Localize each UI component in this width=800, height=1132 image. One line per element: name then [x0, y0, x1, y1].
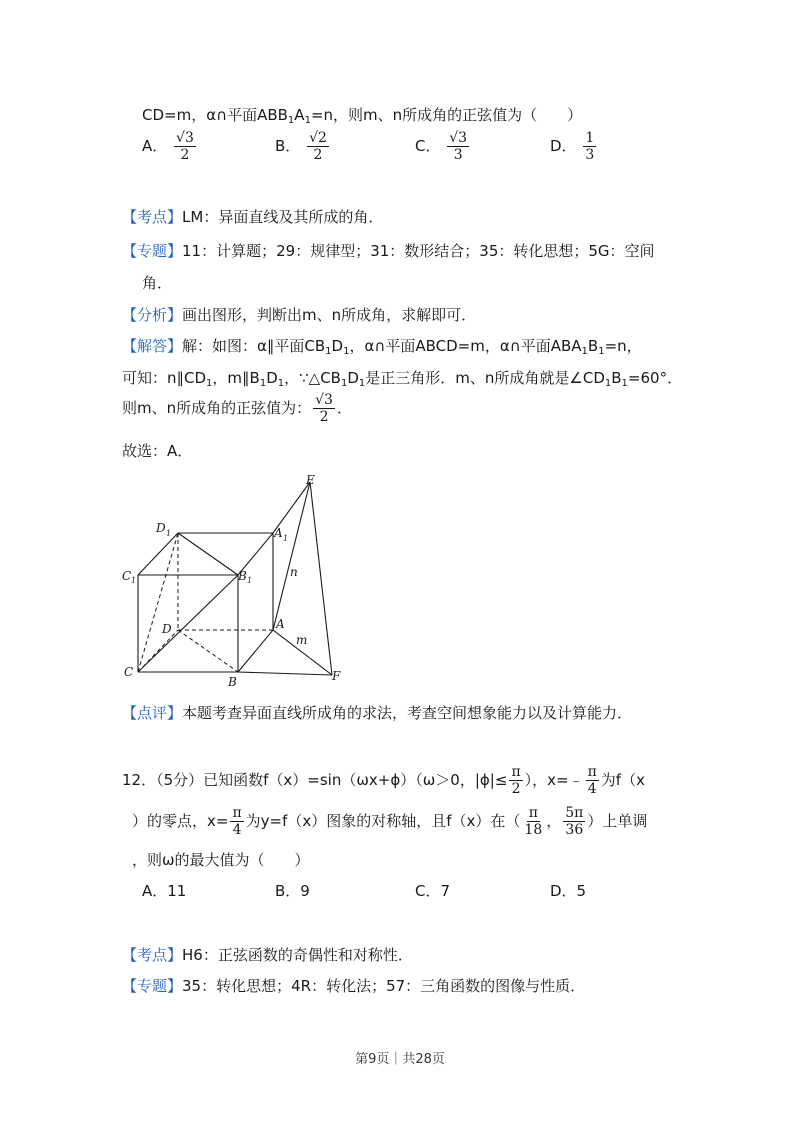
svg-text:1: 1: [247, 576, 253, 585]
fraction: $\frac{\pi}{18}$: [524, 805, 543, 838]
zhuanti-tag: 【专题】: [122, 242, 183, 260]
option-fraction: $\frac{√2}{2}$: [309, 130, 327, 163]
q12-stem-line-3: ，则ω的最大值为（ ）: [132, 851, 310, 869]
label-a1: A: [274, 526, 283, 540]
label-e: E: [306, 473, 315, 487]
option-fraction: $\frac{√3}{3}$: [449, 130, 468, 163]
guxuan-line: 故选：A．: [122, 442, 193, 460]
label-d: D: [162, 622, 172, 636]
svg-text:1: 1: [131, 576, 137, 585]
q12-option-b[interactable]: B．9: [275, 882, 310, 900]
q12-option-d[interactable]: D．5: [550, 882, 587, 900]
kaodian-tag: 【考点】: [122, 946, 183, 964]
q11-option-c[interactable]: C． $\frac{√3}{3}$: [415, 130, 468, 163]
kaodian-tag: 【考点】: [122, 208, 183, 226]
label-b: B: [228, 675, 237, 689]
jieda-line-1: 【解答】解：如图：α∥平面$CB_1D_1$，α∩平面ABCD=m，α∩平面$ABA_1B_1=n$，: [122, 337, 642, 357]
fenxi-tag: 【分析】: [122, 306, 183, 324]
q12-stem-line-2: ）的零点，x= $\frac{\pi}{4}$ 为y=f（x）图象的对称轴，且f（x）在（ $\frac{\pi}{18}$ ， $\frac{5\pi}{36}$ ）上单调: [132, 805, 648, 838]
label-c1: C: [122, 569, 132, 583]
dianping-line: 【点评】本题考查异面直线所成角的求法，考查空间想象能力以及计算能力．: [122, 704, 633, 722]
option-fraction: $\frac{√3}{2}$: [176, 130, 194, 163]
q12-stem-line-1: 12．（5分）已知函数f（x）=sin（ωx+ϕ）（ω＞0，|ϕ|≤ $\frac{\pi}{2}$ ），x=﹣ $\frac{\pi}{4}$ 为f（x: [122, 764, 645, 797]
label-m: m: [296, 633, 308, 647]
zhuanti-line-12: 【专题】35：转化思想；4R：转化法；57：三角函数的图像与性质．: [122, 977, 586, 995]
label-b1: B: [238, 569, 247, 583]
geometry-figure: [110, 470, 360, 690]
page-footer: 第9页｜共28页: [355, 1052, 445, 1067]
kaodian-line-12: 【考点】H6：正弦函数的奇偶性和对称性．: [122, 946, 413, 964]
label-n: n: [290, 565, 298, 579]
label-d1: D: [156, 521, 166, 535]
kaodian-line: 【考点】LM：异面直线及其所成的角．: [122, 208, 384, 226]
svg-text:1: 1: [166, 529, 172, 538]
fraction: $\frac{\pi}{4}$: [232, 805, 242, 838]
fraction: $\frac{\pi}{4}$: [587, 764, 597, 797]
label-a: A: [276, 617, 285, 631]
fraction: $\frac{5\pi}{36}$: [565, 805, 584, 838]
option-fraction: $\frac{1}{3}$: [585, 130, 595, 163]
jieda-tag: 【解答】: [122, 337, 183, 355]
label-c: C: [124, 665, 134, 679]
dianping-tag: 【点评】: [122, 704, 183, 722]
q12-option-c[interactable]: C．7: [415, 882, 451, 900]
zhuanti-tag: 【专题】: [122, 977, 183, 995]
jieda-line-2: 可知：$n\parallel CD_1$，$m\parallel B_1D_1$，$\because\triangle CB_1D_1$是正三角形．m、n所成角就是$\angle CD_1B_1=60^\circ$．: [122, 369, 683, 389]
q11-option-b[interactable]: B． $\frac{√2}{2}$: [275, 130, 327, 163]
q12-option-a[interactable]: A．11: [142, 882, 187, 900]
fenxi-line: 【分析】画出图形，判断出m、n所成角，求解即可．: [122, 306, 477, 324]
zhuanti-line: 【专题】11：计算题；29：规律型；31：数形结合；35：转化思想；5G：空间: [122, 242, 655, 260]
jieda-line-3: 则m、n所成角的正弦值为： $\frac{√3}{2}$ ．: [122, 392, 352, 425]
fraction: $\frac{\pi}{2}$: [511, 764, 521, 797]
q11-option-a[interactable]: A． $\frac{√3}{2}$: [142, 130, 194, 163]
label-f: F: [332, 669, 341, 683]
q11-stem-line: CD=m，α∩平面$ABB_1A_1=n$，则m、n所成角的正弦值为（ ）: [142, 106, 583, 126]
answer-fraction: $\frac{√3}{2}$: [315, 392, 333, 425]
svg-text:1: 1: [283, 534, 289, 543]
zhuanti-line-2: 角．: [142, 274, 173, 292]
q11-option-d[interactable]: D． $\frac{1}{3}$: [550, 130, 595, 163]
